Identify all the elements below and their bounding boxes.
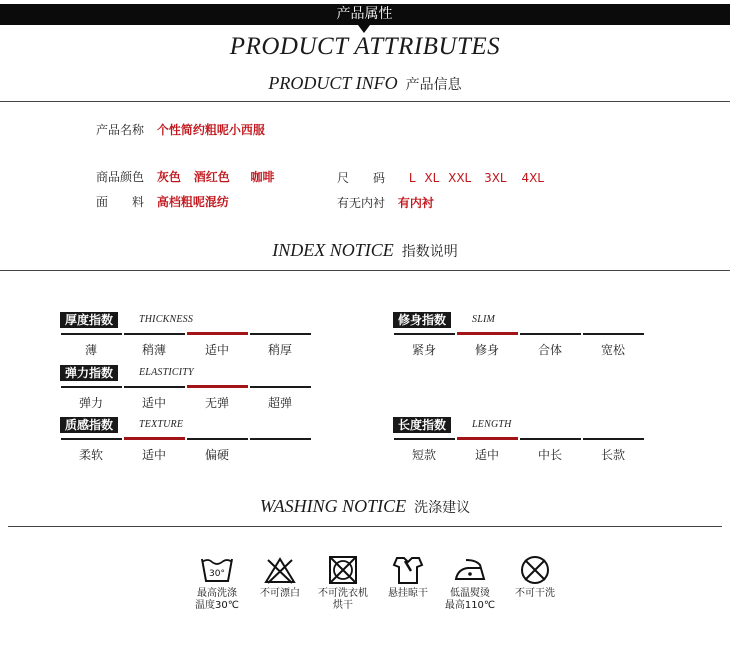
divider bbox=[0, 270, 730, 271]
color-option: 酒红色 bbox=[193, 170, 230, 184]
index-scale-segment-selected bbox=[124, 437, 185, 440]
wash-item bbox=[503, 555, 567, 600]
wash-item bbox=[438, 555, 502, 612]
size-option: 4XL bbox=[521, 171, 544, 185]
divider bbox=[8, 526, 722, 527]
index-option: 长款 bbox=[600, 448, 625, 462]
index-label: 弹力指数 bbox=[60, 365, 118, 381]
no-bleach-icon bbox=[263, 555, 297, 585]
wash-line2: 温度30℃ bbox=[195, 600, 239, 611]
section-tab: 产品属性 bbox=[318, 4, 411, 25]
index-option: 适中 bbox=[204, 343, 229, 357]
index-option: 柔软 bbox=[78, 448, 103, 462]
index-scale-segment bbox=[124, 333, 185, 335]
index-scale-segment-selected bbox=[187, 385, 248, 388]
wash-line2: 最高110℃ bbox=[444, 600, 496, 611]
index-scale-segment-selected bbox=[457, 437, 518, 440]
wash-item bbox=[311, 555, 375, 612]
index-label-en: SLIM bbox=[472, 314, 496, 325]
index-scale-segment bbox=[61, 386, 122, 388]
index-scale-segment bbox=[61, 438, 122, 440]
index-option: 短款 bbox=[411, 448, 436, 462]
index-option: 适中 bbox=[141, 448, 166, 462]
product-name-label: 产品名称 bbox=[96, 123, 145, 137]
wash-line1: 最高洗涤 bbox=[197, 588, 237, 599]
index-option: 合体 bbox=[537, 343, 562, 357]
color-option: 咖啡 bbox=[250, 170, 275, 184]
page-title: PRODUCT ATTRIBUTES bbox=[229, 33, 501, 60]
size-option: L bbox=[408, 171, 416, 185]
no-machine-dry-icon bbox=[326, 555, 360, 585]
index-label: 修身指数 bbox=[393, 312, 451, 328]
wash-line1: 不可漂白 bbox=[260, 588, 300, 599]
washing-notice-heading-en: WASHING NOTICE bbox=[259, 496, 407, 516]
index-notice-heading bbox=[0, 240, 730, 261]
lining-row bbox=[337, 194, 434, 211]
index-scale-segment-selected bbox=[187, 332, 248, 335]
index-scale-segment bbox=[583, 438, 644, 440]
color-row bbox=[96, 168, 275, 185]
color-label: 商品颜色 bbox=[96, 170, 145, 184]
washing-notice-heading bbox=[0, 496, 730, 517]
index-scale-segment-selected bbox=[457, 332, 518, 335]
index-scale-segment bbox=[250, 438, 311, 440]
index-scale-segment bbox=[250, 333, 311, 335]
product-name-value: 个性简约粗呢小西服 bbox=[156, 123, 265, 137]
wash-line1: 悬挂晾干 bbox=[388, 588, 428, 599]
no-dry-clean-icon bbox=[518, 555, 552, 585]
wash-line2: 烘干 bbox=[333, 600, 353, 611]
index-option: 偏硬 bbox=[204, 448, 229, 462]
index-scale-segment bbox=[520, 438, 581, 440]
index-scale-segment bbox=[520, 333, 581, 335]
index-label: 长度指数 bbox=[393, 417, 451, 433]
index-label-en: LENGTH bbox=[472, 419, 512, 430]
index-option: 修身 bbox=[474, 343, 499, 357]
size-option: XXL bbox=[448, 171, 472, 185]
product-info-heading-cn: 产品信息 bbox=[405, 77, 462, 93]
size-option: XL bbox=[424, 171, 440, 185]
index-notice-heading-cn: 指数说明 bbox=[401, 244, 458, 260]
index-option: 超弹 bbox=[267, 396, 292, 410]
index-scale-segment bbox=[124, 386, 185, 388]
index-label: 厚度指数 bbox=[60, 312, 118, 328]
fabric-row bbox=[96, 193, 229, 210]
product-info-heading-en: PRODUCT INFO bbox=[268, 73, 398, 93]
fabric-label: 面 料 bbox=[96, 195, 145, 209]
fabric-value: 高档粗呢混纺 bbox=[156, 195, 229, 209]
size-option: 3XL bbox=[484, 171, 507, 185]
index-label-en: ELASTICITY bbox=[139, 367, 194, 378]
index-option: 中长 bbox=[537, 448, 562, 462]
hang-dry-icon bbox=[391, 555, 425, 585]
index-option: 薄 bbox=[84, 343, 97, 357]
index-scale-segment bbox=[394, 333, 455, 335]
wash-30-icon bbox=[200, 555, 234, 585]
product-info-heading bbox=[0, 73, 730, 94]
wash-line1: 不可洗衣机 bbox=[318, 588, 368, 599]
index-scale-segment bbox=[583, 333, 644, 335]
wash-line1: 低温熨烫 bbox=[450, 588, 490, 599]
index-option: 适中 bbox=[474, 448, 499, 462]
index-scale-segment bbox=[250, 386, 311, 388]
wash-item bbox=[248, 555, 312, 600]
index-option: 稍厚 bbox=[267, 343, 292, 357]
index-label-en: THICKNESS bbox=[139, 314, 194, 325]
index-option: 弹力 bbox=[78, 396, 103, 410]
wash-temp-text: 30° bbox=[209, 569, 225, 579]
index-option: 宽松 bbox=[600, 343, 625, 357]
size-label: 尺 码 bbox=[337, 171, 386, 185]
lining-label: 有无内衬 bbox=[337, 196, 386, 210]
wash-item bbox=[185, 555, 249, 612]
index-option: 无弹 bbox=[204, 396, 229, 410]
index-scale-segment bbox=[61, 333, 122, 335]
divider bbox=[0, 101, 730, 102]
index-option: 稍薄 bbox=[141, 343, 166, 357]
wash-item bbox=[376, 555, 440, 600]
washing-notice-heading-cn: 洗涤建议 bbox=[414, 500, 471, 516]
index-option: 紧身 bbox=[411, 343, 436, 357]
low-iron-icon bbox=[452, 555, 488, 585]
size-row bbox=[337, 169, 544, 186]
index-label: 质感指数 bbox=[60, 417, 118, 433]
index-option: 适中 bbox=[141, 396, 166, 410]
top-bar bbox=[0, 4, 730, 25]
product-name-row bbox=[96, 121, 265, 138]
index-notice-heading-en: INDEX NOTICE bbox=[272, 240, 394, 260]
wash-line1: 不可干洗 bbox=[515, 588, 555, 599]
lining-value: 有内衬 bbox=[397, 196, 434, 210]
index-scale-segment bbox=[187, 438, 248, 440]
index-label-en: TEXTURE bbox=[139, 419, 184, 430]
index-scale-segment bbox=[394, 438, 455, 440]
color-option: 灰色 bbox=[156, 170, 181, 184]
